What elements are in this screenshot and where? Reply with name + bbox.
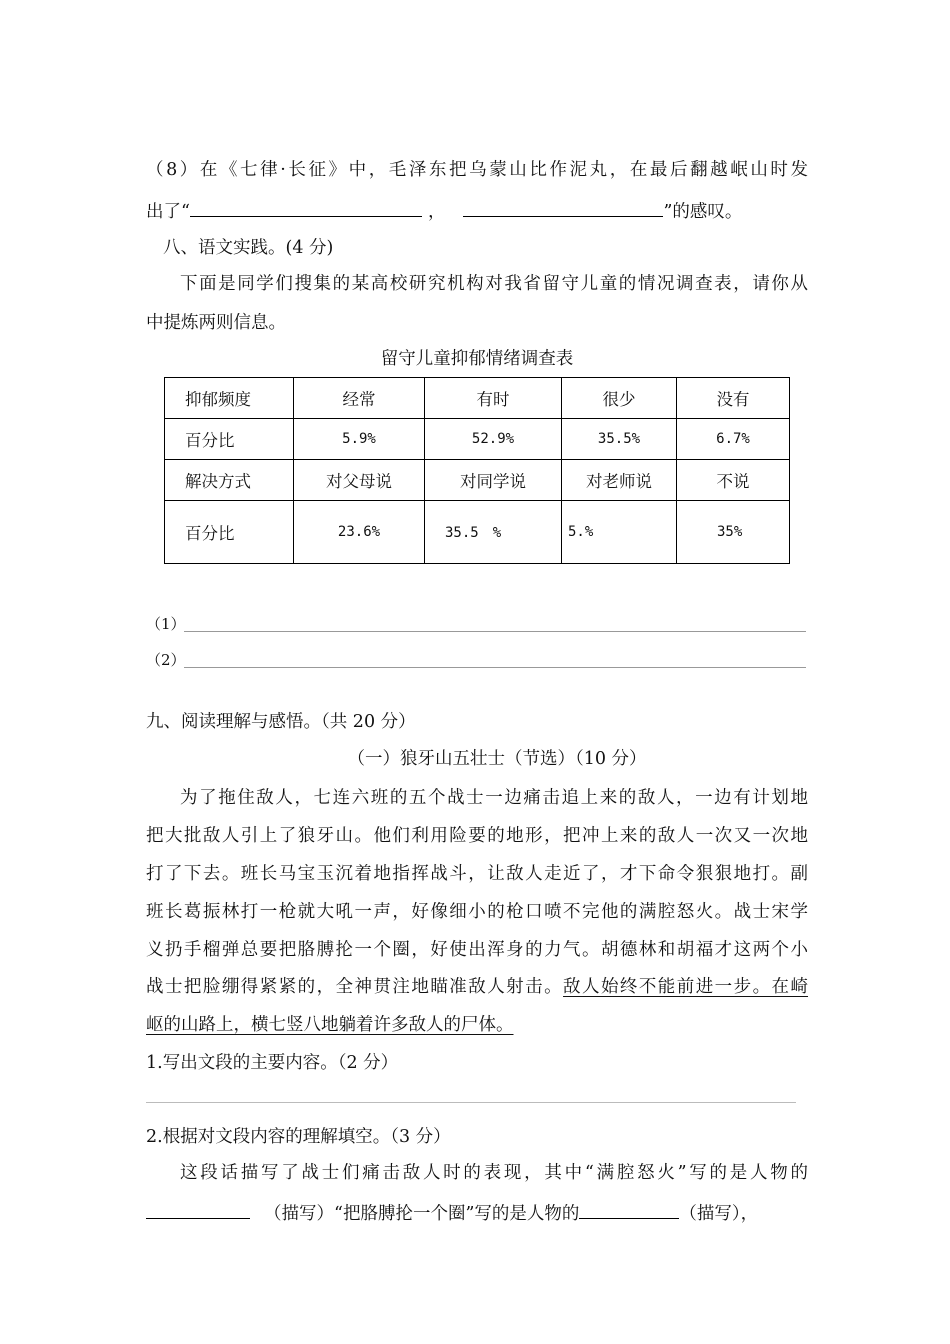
section9-heading: 九、阅读理解与感悟。（共 20 分） bbox=[146, 712, 416, 732]
question-1: 1.写出文段的主要内容。（2 分） bbox=[146, 1053, 399, 1073]
answer-2-line[interactable] bbox=[184, 667, 806, 668]
passage-line: 班长葛振林打一枪就大吼一声，好像细小的枪口喷不完他的满腔怒火。战士宋学 bbox=[146, 902, 808, 922]
table-cell: 不说 bbox=[677, 460, 790, 501]
q8-suffix: ”的感叹。 bbox=[663, 202, 743, 222]
table-cell: 35.5% bbox=[562, 419, 677, 460]
table-row bbox=[165, 378, 790, 419]
q2-blank-2[interactable] bbox=[579, 1200, 679, 1219]
q2-blank-1[interactable] bbox=[146, 1200, 250, 1219]
table-cell: 52.9% bbox=[425, 419, 562, 460]
section8-heading: 八、语文实践。(4 分) bbox=[163, 238, 334, 258]
q8-sep: ， bbox=[427, 202, 446, 222]
answer-2-label: （2） bbox=[146, 651, 186, 669]
section8-intro-line2: 中提炼两则信息。 bbox=[146, 313, 286, 333]
table-cell: 5.% bbox=[562, 501, 677, 564]
q8-blank-1[interactable] bbox=[190, 198, 422, 217]
question-2: 2.根据对文段内容的理解填空。（3 分） bbox=[146, 1127, 451, 1147]
survey-table bbox=[164, 377, 790, 564]
table-cell: 对老师说 bbox=[562, 460, 677, 501]
table-title: 留守儿童抑郁情绪调查表 bbox=[380, 349, 574, 369]
section8-intro-line1: 下面是同学们搜集的某高校研究机构对我省留守儿童的情况调查表，请你从 bbox=[180, 274, 808, 294]
table-cell: 百分比 bbox=[165, 501, 294, 564]
table-row bbox=[165, 501, 790, 564]
q2-text-b: （描写）， bbox=[679, 1204, 759, 1224]
table-row bbox=[165, 419, 790, 460]
q8-line2 bbox=[146, 198, 808, 224]
q8-blank-2[interactable] bbox=[463, 198, 663, 217]
table-cell: 35% bbox=[677, 501, 790, 564]
table-cell: 对父母说 bbox=[294, 460, 425, 501]
passage-line: 打了下去。班长马宝玉沉着地指挥战斗，让敌人走近了，才下命令狠狠地打。副 bbox=[146, 864, 808, 884]
table-cell: 35.5 % bbox=[425, 501, 562, 564]
table-cell: 百分比 bbox=[165, 419, 294, 460]
table-cell: 抑郁频度 bbox=[165, 378, 294, 419]
question-1-answer-line[interactable] bbox=[146, 1102, 796, 1103]
answer-1-line[interactable] bbox=[184, 631, 806, 632]
table-cell: 很少 bbox=[562, 378, 677, 419]
table-cell: 有时 bbox=[425, 378, 562, 419]
question-2-line1: 这段话描写了战士们痛击敌人时的表现，其中“满腔怒火”写的是人物的 bbox=[180, 1163, 808, 1183]
underlined-sentence: 敌人始终不能前进一步。在崎 bbox=[563, 977, 809, 997]
passage-line: 把大批敌人引上了狼牙山。他们利用险要的地形，把冲上来的敌人一次又一次地 bbox=[146, 826, 808, 846]
table-cell: 23.6% bbox=[294, 501, 425, 564]
q2-text-a: （描写）“把胳膊抡一个圈”写的是人物的 bbox=[264, 1204, 580, 1224]
passage-title: （一）狼牙山五壮士（节选）（10 分） bbox=[347, 749, 647, 769]
passage-line bbox=[146, 975, 808, 999]
table-cell: 5.9% bbox=[294, 419, 425, 460]
question-2-line2 bbox=[146, 1200, 808, 1226]
passage-line bbox=[146, 1013, 808, 1037]
q8-line1: （8）在《七律·长征》中，毛泽东把乌蒙山比作泥丸，在最后翻越岷山时发 bbox=[146, 160, 808, 180]
answer-1-label: （1） bbox=[146, 615, 186, 633]
table-cell: 对同学说 bbox=[425, 460, 562, 501]
table-cell: 经常 bbox=[294, 378, 425, 419]
table-row bbox=[165, 460, 790, 501]
passage-line: 义扔手榴弹总要把胳膊抡一个圈，好使出浑身的力气。胡德林和胡福才这两个小 bbox=[146, 940, 808, 960]
passage-text: 战士把脸绷得紧紧的，全神贯注地瞄准敌人射击。 bbox=[146, 977, 564, 997]
table-cell: 解决方式 bbox=[165, 460, 294, 501]
table-cell: 没有 bbox=[677, 378, 790, 419]
passage-line: 为了拖住敌人，七连六班的五个战士一边痛击追上来的敌人，一边有计划地 bbox=[180, 788, 808, 808]
table-cell: 6.7% bbox=[677, 419, 790, 460]
q8-prefix: 出了“ bbox=[146, 202, 190, 222]
underlined-sentence: 岖的山路上，横七竖八地躺着许多敌人的尸体。 bbox=[146, 1015, 514, 1035]
